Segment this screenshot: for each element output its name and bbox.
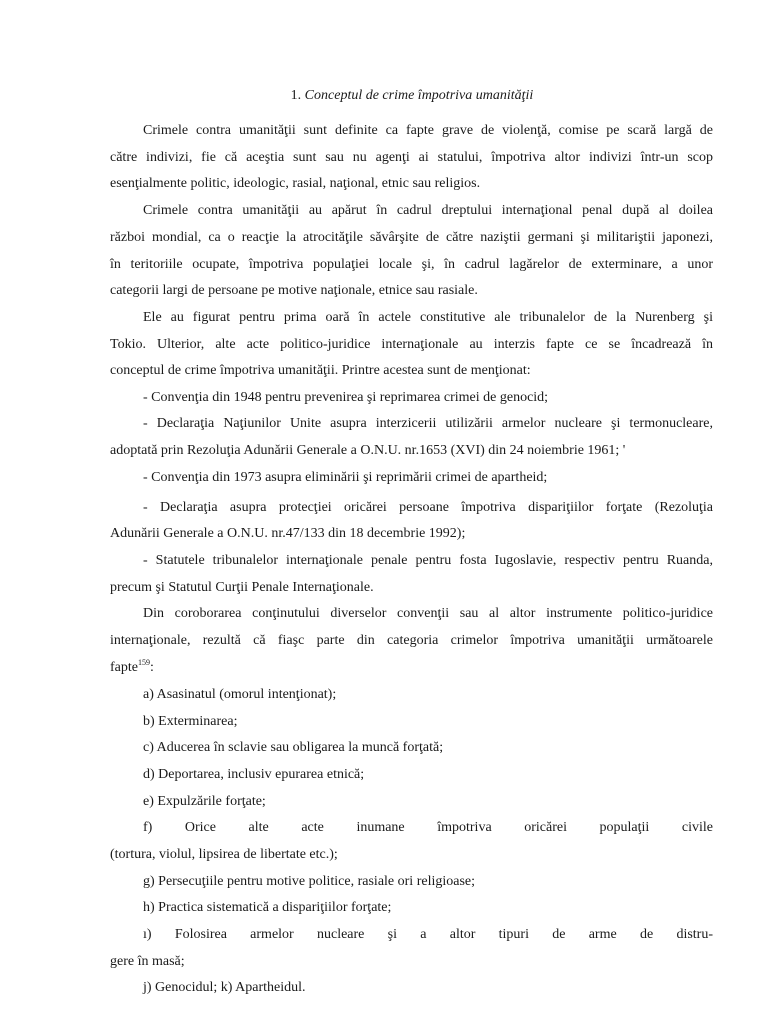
section-heading: [28, 86, 768, 106]
crime-item-c: c) Aducerea în sclavie sau obligarea la muncă forţată;: [143, 740, 444, 755]
act-genocide-convention: - Convenţia din 1948 pentru prevenirea şi reprimarea crimei de genocid;: [143, 390, 549, 405]
act-tribunal-statutes-line-2: precum şi Statutul Curţii Penale Internaţionale.: [110, 580, 374, 595]
paragraph-3-line-3: conceptul de crime împotriva umanităţii. Printre acestea sunt de menţionat:: [110, 363, 531, 378]
crime-item-f-line-1: f) Orice alte acte inumane împotriva oricărei populaţii civile: [143, 820, 713, 835]
paragraph-1-line-1: Crimele contra umanităţii sunt definite ca fapte grave de violenţă, comise pe scară largă de: [143, 123, 713, 138]
paragraph-2-line-1: Crimele contra umanităţii au apărut în cadrul dreptului internaţional penal după al doilea: [143, 203, 713, 218]
paragraph-2-line-3: în teritoriile ocupate, împotriva populaţiei locale şi, în cadrul lagărelor de exterminare, a unor: [110, 257, 713, 272]
paragraph-4-line-3: [110, 658, 713, 678]
crime-item-h: h) Practica sistematică a dispariţiilor forţate;: [143, 900, 392, 915]
act-tribunal-statutes-line-1: - Statutele tribunalelor internaţionale penale pentru fosta Iugoslavie, respectiv pentru Ruanda,: [143, 553, 713, 568]
paragraph-2-line-4: categorii largi de persoane pe motive naţionale, etnice sau rasiale.: [110, 283, 478, 298]
act-nuclear-declaration-line-2: adoptată prin Rezoluţia Adunării Generale a O.N.U. nr.1653 (XVI) din 24 noiembrie 1961; ': [110, 443, 626, 458]
paragraph-4-fapte: fapte: [110, 660, 138, 675]
act-disappearances-declaration-line-1: - Declaraţia asupra protecţiei oricărei persoane împotriva dispariţiilor forţate (Rezoluţia: [143, 500, 713, 515]
crime-item-d: d) Deportarea, inclusiv epurarea etnică;: [143, 767, 365, 782]
act-apartheid-convention: - Convenţia din 1973 asupra eliminării şi reprimării crimei de apartheid;: [143, 470, 548, 485]
act-nuclear-declaration-line-1: - Declaraţia Naţiunilor Unite asupra interzicerii utilizării armelor nucleare şi termonucleare,: [143, 416, 713, 431]
paragraph-1-line-2: către indivizi, fie că aceştia sunt sau nu agenţi ai statului, împotriva altor indivizi într-un scop: [110, 150, 713, 165]
paragraph-4-line-1: Din coroborarea conţinutului diverselor convenţii sau al altor instrumente politico-juridice: [143, 606, 713, 621]
paragraph-4-colon: :: [149, 660, 154, 675]
paragraph-3-line-2: Tokio. Ulterior, alte acte politico-juridice internaţionale au interzis fapte ce se încadrează în: [110, 337, 713, 352]
heading-title: Conceptul de crime împotriva umanităţii: [304, 88, 534, 103]
crime-item-i-line-2: gere în masă;: [110, 954, 185, 969]
act-disappearances-declaration-line-2: Adunării Generale a O.N.U. nr.47/133 din 18 decembrie 1992);: [110, 526, 466, 541]
crime-item-j-k: j) Genocidul; k) Apartheidul.: [143, 980, 306, 995]
paragraph-1-line-3: esenţialmente politic, ideologic, rasial, naţional, etnic sau religios.: [110, 176, 481, 191]
crime-item-f-line-2: (tortura, violul, lipsirea de libertate etc.);: [110, 847, 338, 862]
paragraph-4-line-2: internaţionale, rezultă că fiaşc parte din categoria crimelor împotriva umanităţii următoarele: [110, 633, 713, 648]
paragraph-2-line-2: război mondial, ca o reacţie la atrocităţile săvârşite de către naziştii germani şi militariştii japonezi,: [110, 230, 713, 245]
footnote-reference: 159: [137, 658, 150, 667]
crime-item-a: a) Asasinatul (omorul intenţionat);: [143, 687, 337, 702]
crime-item-e: e) Expulzările forţate;: [143, 794, 266, 809]
paragraph-3-line-1: Ele au figurat pentru prima oară în actele constitutive ale tribunalelor de la Nurenberg şi: [143, 310, 713, 325]
crime-item-b: b) Exterminarea;: [143, 714, 238, 729]
crime-item-i-line-1: ı) Folosirea armelor nucleare şi a altor tipuri de arme de distru-: [143, 927, 713, 942]
heading-number: 1.: [290, 88, 302, 103]
crime-item-g: g) Persecuţiile pentru motive politice, rasiale ori religioase;: [143, 874, 476, 889]
